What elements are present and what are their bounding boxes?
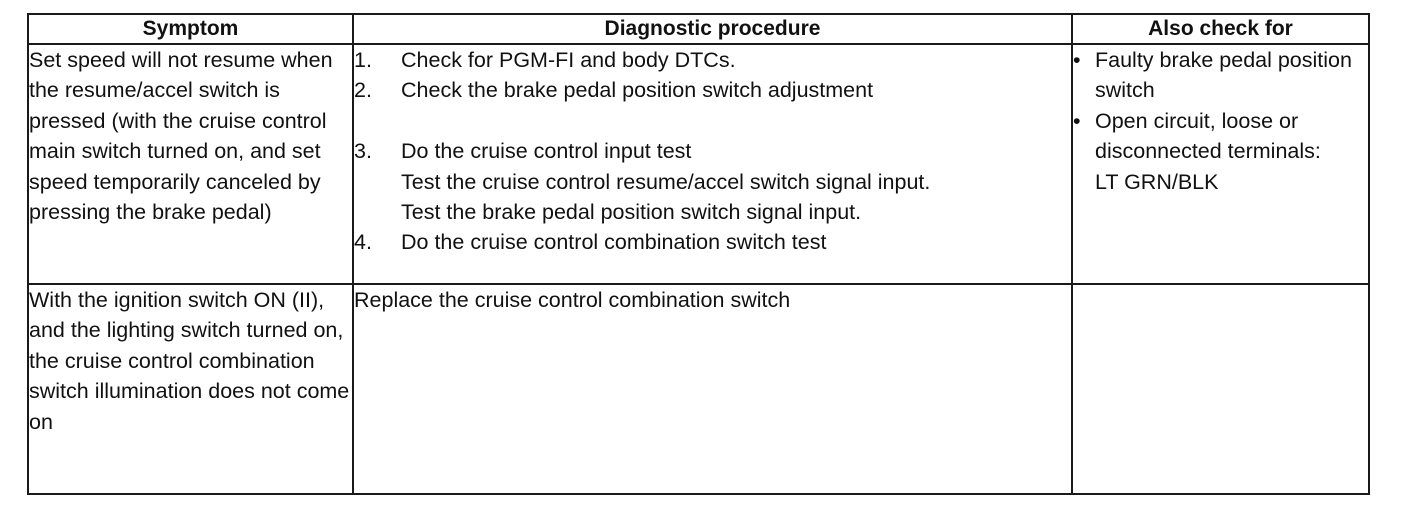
also-check-text: Open circuit, loose or disconnected terminals:: [1095, 108, 1321, 164]
header-also-check-for: Also check for: [1072, 14, 1369, 44]
procedure-cell: [353, 44, 1072, 284]
also-check-item: [1073, 45, 1368, 106]
step-number: 1.: [354, 48, 372, 72]
spacer: [354, 106, 1071, 136]
table-header-row: [28, 14, 1369, 44]
procedure-cell: [353, 284, 1072, 494]
bullet-mark: •: [1073, 48, 1081, 72]
table-row: [28, 284, 1369, 494]
procedure-step: [354, 227, 1071, 257]
also-check-text: Faulty brake pedal position switch: [1095, 48, 1352, 103]
step-text: Do the cruise control combination switch test: [401, 230, 827, 255]
step-text: Do the cruise control input test: [401, 139, 692, 164]
procedure-step: [354, 136, 1071, 166]
step-number: 2.: [354, 78, 372, 103]
header-diagnostic-procedure: Diagnostic procedure: [353, 14, 1072, 44]
procedure-step: [354, 75, 1071, 105]
wire-color: LT GRN/BLK: [1095, 169, 1219, 194]
symptom-text: With the ignition switch ON (II), and the lighting switch turned on, the cruise control combination switch illumination does not come on: [29, 288, 350, 434]
step-number: 3.: [354, 139, 372, 164]
procedure-substep: Test the cruise control resume/accel switch signal input.: [401, 169, 931, 194]
procedure-step: [354, 45, 1071, 75]
procedure-text: Replace the cruise control combination switch: [354, 288, 791, 312]
step-text: Check the brake pedal position switch adjustment: [401, 78, 874, 103]
symptom-cell: [28, 44, 353, 284]
symptom-text: Set speed will not resume when the resume/accel switch is pressed (with the cruise control main switch turned on, and set speed temporarily canceled by pressing the brake pedal): [29, 48, 333, 225]
procedure-substep: Test the brake pedal position switch signal input.: [401, 200, 862, 225]
table-row: [28, 44, 1369, 284]
also-check-cell: [1072, 284, 1369, 494]
also-check-cell: [1072, 44, 1369, 284]
bullet-mark: •: [1073, 108, 1081, 133]
symptom-cell: [28, 284, 353, 494]
diagnostic-table: [27, 13, 1370, 495]
also-check-item: [1073, 106, 1368, 167]
step-text: Check for PGM-FI and body DTCs.: [401, 48, 736, 72]
step-number: 4.: [354, 230, 372, 255]
header-symptom: Symptom: [28, 14, 353, 44]
